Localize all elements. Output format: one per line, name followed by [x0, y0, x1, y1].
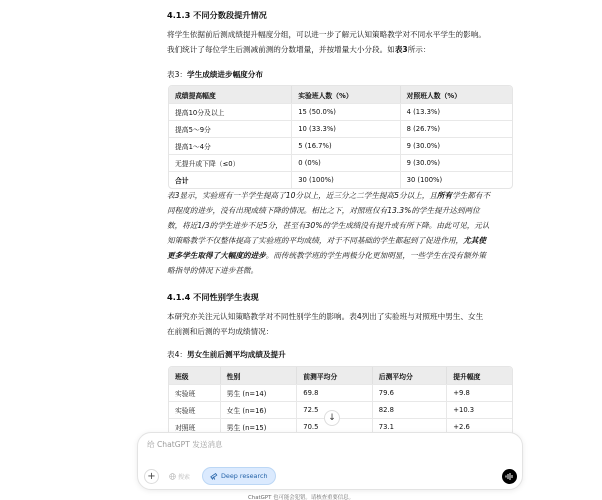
attach-button[interactable] [144, 469, 159, 484]
table-cell: 72.5 [297, 401, 373, 418]
section-heading-4-1-3: 4.1.3 不同分数段提升情况 [167, 10, 267, 20]
table-cell: 30 (100%) [292, 171, 400, 188]
table-row [169, 384, 512, 401]
table-cell: 提高10分及以上 [169, 103, 292, 120]
table-cell: 8 (26.7%) [401, 120, 512, 137]
table-cell: 10 (33.3%) [292, 120, 400, 137]
text-line: 数，将近1/3的学生进步不足5分，甚至有30%的学生成绩没有提升或有所下降。由此可见，元认 [167, 221, 490, 230]
globe-icon [169, 473, 176, 480]
table-cell: 男生 (n=14) [221, 384, 298, 401]
column-header: 前测平均分 [297, 367, 373, 384]
table3-caption [167, 69, 263, 80]
table-cell: 15 (50.0%) [292, 103, 400, 120]
table-total-row [169, 171, 512, 188]
text-line: 略指导的情况下进步甚微。 [167, 266, 259, 275]
table-cell: 4 (13.3%) [401, 103, 512, 120]
arrow-down-icon: ↓ [328, 413, 336, 423]
paragraph-intro-4-1-3 [167, 27, 514, 57]
text-span: 我们统计了每位学生后测减前测的分数增量，并按增量大小分段。如 [167, 45, 395, 54]
table-row [169, 120, 512, 137]
text-span: 。而传统教学班的学生两极分化更加明显，一些学生在没有额外策 [265, 251, 486, 260]
text-line: 同程度的进步，没有出现成绩下降的情况。相比之下，对照班仅有13.3%的学生提升达到两位 [167, 206, 480, 215]
column-header: 对照班人数（%） [401, 86, 512, 103]
table-gender-scores [168, 366, 513, 436]
section-heading-4-1-4: 4.1.4 不同性别学生表现 [167, 292, 259, 302]
table-cell: 82.8 [373, 401, 448, 418]
deep-research-button[interactable] [202, 467, 276, 485]
emphasis: 所有 [436, 191, 453, 200]
table-ref: 表3 [394, 45, 408, 54]
table-cell: 实验班 [169, 384, 221, 401]
text-line [167, 248, 514, 263]
column-header: 提升幅度 [447, 367, 512, 384]
table-score-improvement [168, 85, 513, 189]
table-cell: 实验班 [169, 401, 221, 418]
table-cell: 0 (0%) [292, 154, 400, 171]
telescope-icon [210, 472, 218, 480]
caption-title: 男女生前后测平均成绩及提升 [187, 350, 286, 359]
emphasis: 尤其使 [463, 236, 486, 245]
text-line [167, 42, 514, 57]
paragraph-analysis-4-1-3 [167, 188, 514, 278]
table-cell: 提高5～9分 [169, 120, 292, 137]
column-header: 性别 [221, 367, 298, 384]
text-line: 将学生依据前后测成绩提升幅度分组，可以进一步了解元认知策略教学对不同水平学生的影响。 [167, 30, 486, 39]
message-composer[interactable] [137, 432, 523, 490]
table-header-row [169, 367, 512, 384]
paragraph-intro-4-1-4 [167, 309, 514, 339]
table-cell: 无提升或下降（≤0） [169, 154, 292, 171]
emphasis: 更多学生取得了大幅度的进步 [167, 251, 266, 260]
table-cell: 9 (30.0%) [401, 154, 512, 171]
search-button[interactable] [164, 469, 195, 484]
table-cell: +2.6 [447, 418, 512, 435]
table-cell: 79.6 [373, 384, 448, 401]
table-cell: 5 (16.7%) [292, 137, 400, 154]
table-cell: 合计 [169, 171, 292, 188]
text-span: 学生都有不 [452, 191, 491, 200]
text-line [167, 188, 514, 203]
table-cell: 9 (30.0%) [401, 137, 512, 154]
table-cell: +9.8 [447, 384, 512, 401]
table-cell: 对照班 [169, 418, 221, 435]
search-label: 搜索 [178, 474, 191, 481]
text-span: 知策略教学不仅整体提高了实验班的平均成绩，对于不同基础的学生都起到了促进作用， [167, 236, 464, 245]
table-cell: 73.1 [373, 418, 448, 435]
text-line: 本研究亦关注元认知策略教学对不同性别学生的影响。表4列出了实验班与对照班中男生、女生 [167, 312, 484, 321]
scroll-to-bottom-button[interactable] [324, 410, 340, 426]
column-header: 成绩提高幅度 [169, 86, 292, 103]
table-cell: 69.8 [297, 384, 373, 401]
text-span: 表3显示，实验班有一半学生提高了10分以上，近三分之二学生提高5分以上，且 [167, 191, 437, 200]
text-line [167, 233, 514, 248]
table-cell: 提高1～4分 [169, 137, 292, 154]
plus-icon: + [147, 471, 156, 482]
table-cell: 女生 (n=16) [221, 401, 298, 418]
deep-research-label: Deep research [221, 472, 268, 480]
column-header: 实验班人数（%） [292, 86, 400, 103]
table-row [169, 401, 512, 418]
voice-waveform-icon [505, 473, 514, 480]
table-header-row [169, 86, 512, 103]
table-row [169, 137, 512, 154]
caption-label: 表4： [167, 350, 188, 359]
table-row [169, 103, 512, 120]
voice-mode-button[interactable] [502, 469, 517, 484]
table-cell: 男生 (n=15) [221, 418, 298, 435]
text-line: 在前测和后测的平均成绩情况： [167, 327, 274, 336]
table-cell: +10.3 [447, 401, 512, 418]
table-row [169, 154, 512, 171]
message-input[interactable]: 给 ChatGPT 发送消息 [147, 440, 223, 449]
column-header: 后测平均分 [373, 367, 448, 384]
table-cell: 70.5 [297, 418, 373, 435]
table4-caption [167, 349, 286, 360]
caption-title: 学生成绩进步幅度分布 [187, 70, 263, 79]
column-header: 班级 [169, 367, 221, 384]
text-span: 所示： [407, 45, 431, 54]
disclaimer-footer: ChatGPT 也可能会犯错。请核查重要信息。 [248, 495, 354, 500]
caption-label: 表3： [167, 70, 188, 79]
table-cell: 30 (100%) [401, 171, 512, 188]
